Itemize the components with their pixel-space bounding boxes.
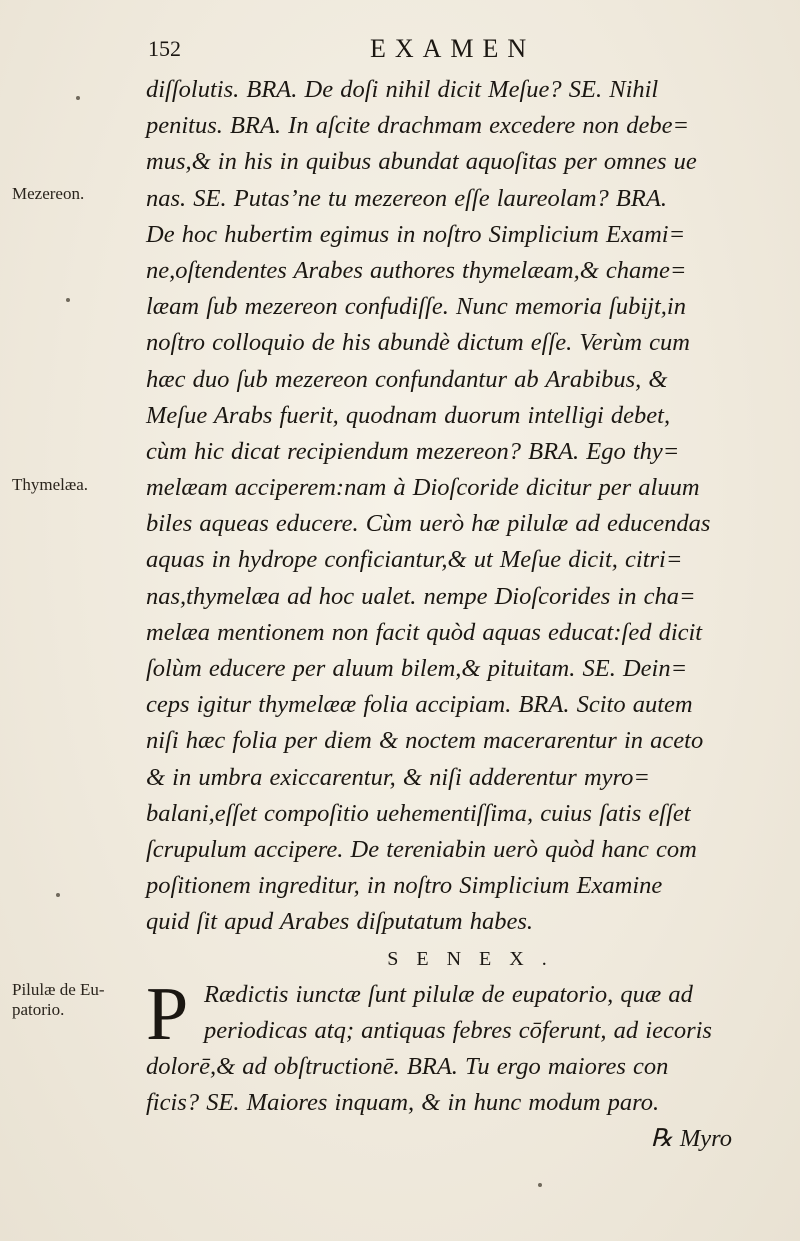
text-line: ſcrupulum accipere. De tereniabin uerò quòd hanc com <box>146 835 697 863</box>
text-line: poſitionem ingreditur, in noſtro Simplicium Examine <box>146 872 663 900</box>
ink-speck <box>66 298 70 302</box>
speaker-heading: SENEX. <box>387 947 565 970</box>
page-header <box>0 30 800 66</box>
text-line: læam ſub mezereon confudiſſe. Nunc memoria ſubijt,in <box>146 293 686 321</box>
text-line: mus,& in his in quibus abundat aquoſitas per omnes ue <box>146 148 697 176</box>
text-line: cùm hic dicat recipiendum mezereon? BRA. Ego thy= <box>146 437 680 465</box>
page-number: 152 <box>148 36 181 61</box>
text-line: ne,oſtendentes Arabes authores thymelæam,& chame= <box>146 256 687 284</box>
text-line: ſolùm educere per aluum bilem,& pituitam. SE. Dein= <box>146 655 688 682</box>
text-line: & in umbra exiccarentur, & niſi adderentur myro= <box>146 763 650 791</box>
running-head: EXAMEN <box>370 34 536 63</box>
text-line: biles aqueas educere. Cùm uerò hæ pilulæ ad educendas <box>146 510 711 538</box>
margin-note-mezereon: Mezereon. <box>12 184 85 203</box>
margin-note-pilulae-2: patorio. <box>12 1000 65 1019</box>
text-line: melæam acciperem:nam à Dioſcoride dicitur per aluum <box>146 474 700 502</box>
text-line: noſtro colloquio de his abundè dictum eſſe. Verùm cum <box>146 329 690 357</box>
margin-note-pilulae-1: Pilulæ de Eu- <box>12 980 105 999</box>
text-line: Meſue Arabs fuerit, quodnam duorum intelligi debet, <box>146 401 671 429</box>
text-line: diſſolutis. BRA. De doſi nihil dicit Meſue? SE. Nihil <box>146 76 659 103</box>
text-line: nas. SE. Putas’ne tu mezereon eſſe laureolam? BRA. <box>146 184 667 212</box>
text-line: ceps igitur thymelææ folia accipiam. BRA. Scito autem <box>146 691 693 719</box>
text-line: quid ſit apud Arabes diſputatum habes. <box>146 908 534 936</box>
text-line: penitus. BRA. In aſcite drachmam excedere non debe= <box>146 112 690 140</box>
drop-capital: P <box>146 972 189 1056</box>
text-line: Rædictis iunctæ ſunt pilulæ de eupatorio, quæ ad <box>204 980 693 1008</box>
text-line: melæa mentionem non facit quòd aquas educat:ſed dicit <box>146 618 703 646</box>
text-line: ficis? SE. Maiores inquam, & in hunc modum paro. <box>146 1089 660 1117</box>
ink-speck <box>538 1183 542 1187</box>
text-line: nas,thymelæa ad hoc ualet. nempe Dioſcorides in cha= <box>146 582 696 610</box>
ink-speck <box>76 96 80 100</box>
text-line: dolorē,& ad obſtructionē. BRA. Tu ergo maiores con <box>146 1053 669 1081</box>
catchword: ℞ Myro <box>650 1125 732 1153</box>
text-line: balani,eſſet compoſitio uehementiſſima, cuius ſatis eſſet <box>146 799 691 827</box>
text-line: De hoc hubertim egimus in noſtro Simplicium Exami= <box>146 220 686 248</box>
main-text-block <box>146 72 766 1158</box>
margin-note-thymelaea: Thymelæa. <box>12 475 89 494</box>
ink-speck <box>56 893 60 897</box>
text-line: niſi hæc folia per diem & noctem macerarentur in aceto <box>146 727 704 755</box>
text-line: aquas in hydrope conficiantur,& ut Meſue dicit, citri= <box>146 546 683 574</box>
text-line: periodicas atq; antiquas febres cōferunt, ad iecoris <box>204 1016 712 1044</box>
text-line: hæc duo ſub mezereon confundantur ab Arabibus, & <box>146 365 668 393</box>
